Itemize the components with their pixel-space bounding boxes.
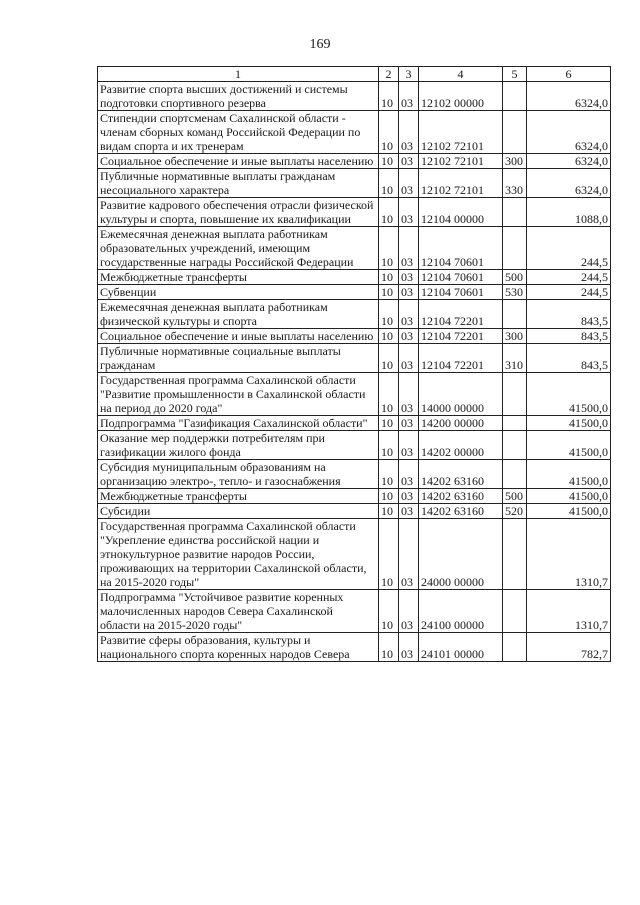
row-target-code: 24100 00000	[419, 590, 503, 633]
header-col-6: 6	[527, 67, 611, 82]
row-section: 10	[379, 344, 399, 373]
row-subsection: 03	[399, 344, 419, 373]
row-target-code: 12104 70601	[419, 285, 503, 300]
row-name: Развитие кадрового обеспечения отрасли физической культуры и спорта, повышение их квалификации	[98, 198, 379, 227]
table-row	[98, 416, 611, 431]
row-target-code: 12104 72201	[419, 344, 503, 373]
row-subsection: 03	[399, 633, 419, 662]
row-target-code: 14000 00000	[419, 373, 503, 416]
row-section: 10	[379, 82, 399, 111]
row-expense-type	[503, 431, 527, 460]
row-name: Подпрограмма "Газификация Сахалинской области"	[98, 416, 379, 431]
row-section: 10	[379, 416, 399, 431]
row-amount: 843,5	[527, 329, 611, 344]
row-amount: 41500,0	[527, 504, 611, 519]
row-name: Межбюджетные трансферты	[98, 270, 379, 285]
row-subsection: 03	[399, 460, 419, 489]
row-expense-type	[503, 460, 527, 489]
table-row	[98, 227, 611, 270]
row-section: 10	[379, 504, 399, 519]
row-subsection: 03	[399, 504, 419, 519]
row-amount: 244,5	[527, 227, 611, 270]
row-name: Оказание мер поддержки потребителям при газификации жилого фонда	[98, 431, 379, 460]
row-name: Государственная программа Сахалинской области "Развитие промышленности в Сахалинской области на период до 2020 года"	[98, 373, 379, 416]
row-name: Публичные нормативные выплаты гражданам несоциального характера	[98, 169, 379, 198]
row-name: Ежемесячная денежная выплата работникам физической культуры и спорта	[98, 300, 379, 329]
row-subsection: 03	[399, 329, 419, 344]
row-expense-type: 310	[503, 344, 527, 373]
row-section: 10	[379, 460, 399, 489]
row-expense-type	[503, 590, 527, 633]
row-expense-type: 500	[503, 270, 527, 285]
row-name: Субсидии	[98, 504, 379, 519]
row-subsection: 03	[399, 373, 419, 416]
row-expense-type: 500	[503, 489, 527, 504]
row-section: 10	[379, 154, 399, 169]
row-subsection: 03	[399, 82, 419, 111]
table-row	[98, 329, 611, 344]
table-row	[98, 504, 611, 519]
row-amount: 41500,0	[527, 373, 611, 416]
header-row	[98, 67, 611, 82]
row-subsection: 03	[399, 270, 419, 285]
row-subsection: 03	[399, 227, 419, 270]
row-subsection: 03	[399, 300, 419, 329]
row-target-code: 12104 72201	[419, 329, 503, 344]
header-col-5: 5	[503, 67, 527, 82]
table-row	[98, 431, 611, 460]
row-subsection: 03	[399, 590, 419, 633]
row-amount: 1310,7	[527, 590, 611, 633]
row-expense-type	[503, 519, 527, 590]
table-row	[98, 198, 611, 227]
table-row	[98, 285, 611, 300]
row-amount: 41500,0	[527, 431, 611, 460]
row-section: 10	[379, 111, 399, 154]
row-target-code: 14202 63160	[419, 460, 503, 489]
header-col-3: 3	[399, 67, 419, 82]
row-expense-type	[503, 373, 527, 416]
table-row	[98, 82, 611, 111]
row-target-code: 12104 72201	[419, 300, 503, 329]
table-row	[98, 519, 611, 590]
row-target-code: 14202 00000	[419, 431, 503, 460]
row-section: 10	[379, 270, 399, 285]
row-target-code: 24101 00000	[419, 633, 503, 662]
row-section: 10	[379, 300, 399, 329]
row-target-code: 12104 00000	[419, 198, 503, 227]
table-row	[98, 489, 611, 504]
table-row	[98, 590, 611, 633]
table-row	[98, 111, 611, 154]
row-expense-type: 330	[503, 169, 527, 198]
row-name: Социальное обеспечение и иные выплаты населению	[98, 154, 379, 169]
row-name: Субвенции	[98, 285, 379, 300]
row-target-code: 12104 70601	[419, 227, 503, 270]
header-col-2: 2	[379, 67, 399, 82]
row-target-code: 14202 63160	[419, 504, 503, 519]
table-row	[98, 460, 611, 489]
row-section: 10	[379, 285, 399, 300]
row-name: Развитие сферы образования, культуры и национального спорта коренных народов Севера	[98, 633, 379, 662]
row-subsection: 03	[399, 198, 419, 227]
row-amount: 1088,0	[527, 198, 611, 227]
row-expense-type	[503, 227, 527, 270]
row-subsection: 03	[399, 154, 419, 169]
row-subsection: 03	[399, 489, 419, 504]
row-expense-type	[503, 300, 527, 329]
row-name: Социальное обеспечение и иные выплаты населению	[98, 329, 379, 344]
row-target-code: 12102 00000	[419, 82, 503, 111]
row-target-code: 12102 72101	[419, 154, 503, 169]
row-subsection: 03	[399, 416, 419, 431]
row-amount: 782,7	[527, 633, 611, 662]
row-target-code: 12102 72101	[419, 111, 503, 154]
table-row	[98, 344, 611, 373]
table-row	[98, 633, 611, 662]
row-target-code: 14202 63160	[419, 489, 503, 504]
row-expense-type	[503, 416, 527, 431]
row-section: 10	[379, 227, 399, 270]
budget-table	[97, 66, 611, 662]
row-section: 10	[379, 590, 399, 633]
row-amount: 41500,0	[527, 460, 611, 489]
row-name: Публичные нормативные социальные выплаты гражданам	[98, 344, 379, 373]
row-section: 10	[379, 198, 399, 227]
row-section: 10	[379, 373, 399, 416]
row-amount: 244,5	[527, 270, 611, 285]
row-name: Подпрограмма "Устойчивое развитие коренных малочисленных народов Севера Сахалинской области на 2015-2020 годы"	[98, 590, 379, 633]
row-amount: 41500,0	[527, 416, 611, 431]
row-amount: 843,5	[527, 300, 611, 329]
row-name: Ежемесячная денежная выплата работникам образовательных учреждений, имеющим государственные награды Российской Федерации	[98, 227, 379, 270]
row-subsection: 03	[399, 431, 419, 460]
row-target-code: 24000 00000	[419, 519, 503, 590]
row-amount: 6324,0	[527, 154, 611, 169]
row-section: 10	[379, 329, 399, 344]
table-body	[98, 82, 611, 662]
row-name: Межбюджетные трансферты	[98, 489, 379, 504]
row-section: 10	[379, 519, 399, 590]
row-target-code: 14200 00000	[419, 416, 503, 431]
table-row	[98, 154, 611, 169]
row-expense-type	[503, 82, 527, 111]
row-expense-type: 300	[503, 154, 527, 169]
row-amount: 1310,7	[527, 519, 611, 590]
row-amount: 6324,0	[527, 82, 611, 111]
row-name: Развитие спорта высших достижений и системы подготовки спортивного резерва	[98, 82, 379, 111]
header-col-1: 1	[98, 67, 379, 82]
row-expense-type: 530	[503, 285, 527, 300]
row-subsection: 03	[399, 169, 419, 198]
row-expense-type	[503, 111, 527, 154]
row-expense-type: 300	[503, 329, 527, 344]
row-subsection: 03	[399, 111, 419, 154]
row-amount: 843,5	[527, 344, 611, 373]
table-row	[98, 270, 611, 285]
row-section: 10	[379, 431, 399, 460]
table-row	[98, 373, 611, 416]
row-expense-type: 520	[503, 504, 527, 519]
row-section: 10	[379, 633, 399, 662]
row-name: Стипендии спортсменам Сахалинской области - членам сборных команд Российской Федерации по видам спорта и их тренерам	[98, 111, 379, 154]
header-col-4: 4	[419, 67, 503, 82]
page-number: 169	[309, 37, 331, 52]
row-target-code: 12104 70601	[419, 270, 503, 285]
row-name: Субсидия муниципальным образованиям на организацию электро-, тепло- и газоснабжения	[98, 460, 379, 489]
table-row	[98, 169, 611, 198]
row-amount: 41500,0	[527, 489, 611, 504]
row-expense-type	[503, 633, 527, 662]
row-target-code: 12102 72101	[419, 169, 503, 198]
row-amount: 244,5	[527, 285, 611, 300]
table-row	[98, 300, 611, 329]
row-expense-type	[503, 198, 527, 227]
row-subsection: 03	[399, 285, 419, 300]
row-name: Государственная программа Сахалинской области "Укрепление единства российской нации и этнокультурное развитие народов России, проживающих на территории Сахалинской области, на 2015-2020 годы"	[98, 519, 379, 590]
row-section: 10	[379, 489, 399, 504]
table-header	[98, 67, 611, 82]
row-subsection: 03	[399, 519, 419, 590]
row-amount: 6324,0	[527, 169, 611, 198]
row-section: 10	[379, 169, 399, 198]
row-amount: 6324,0	[527, 111, 611, 154]
